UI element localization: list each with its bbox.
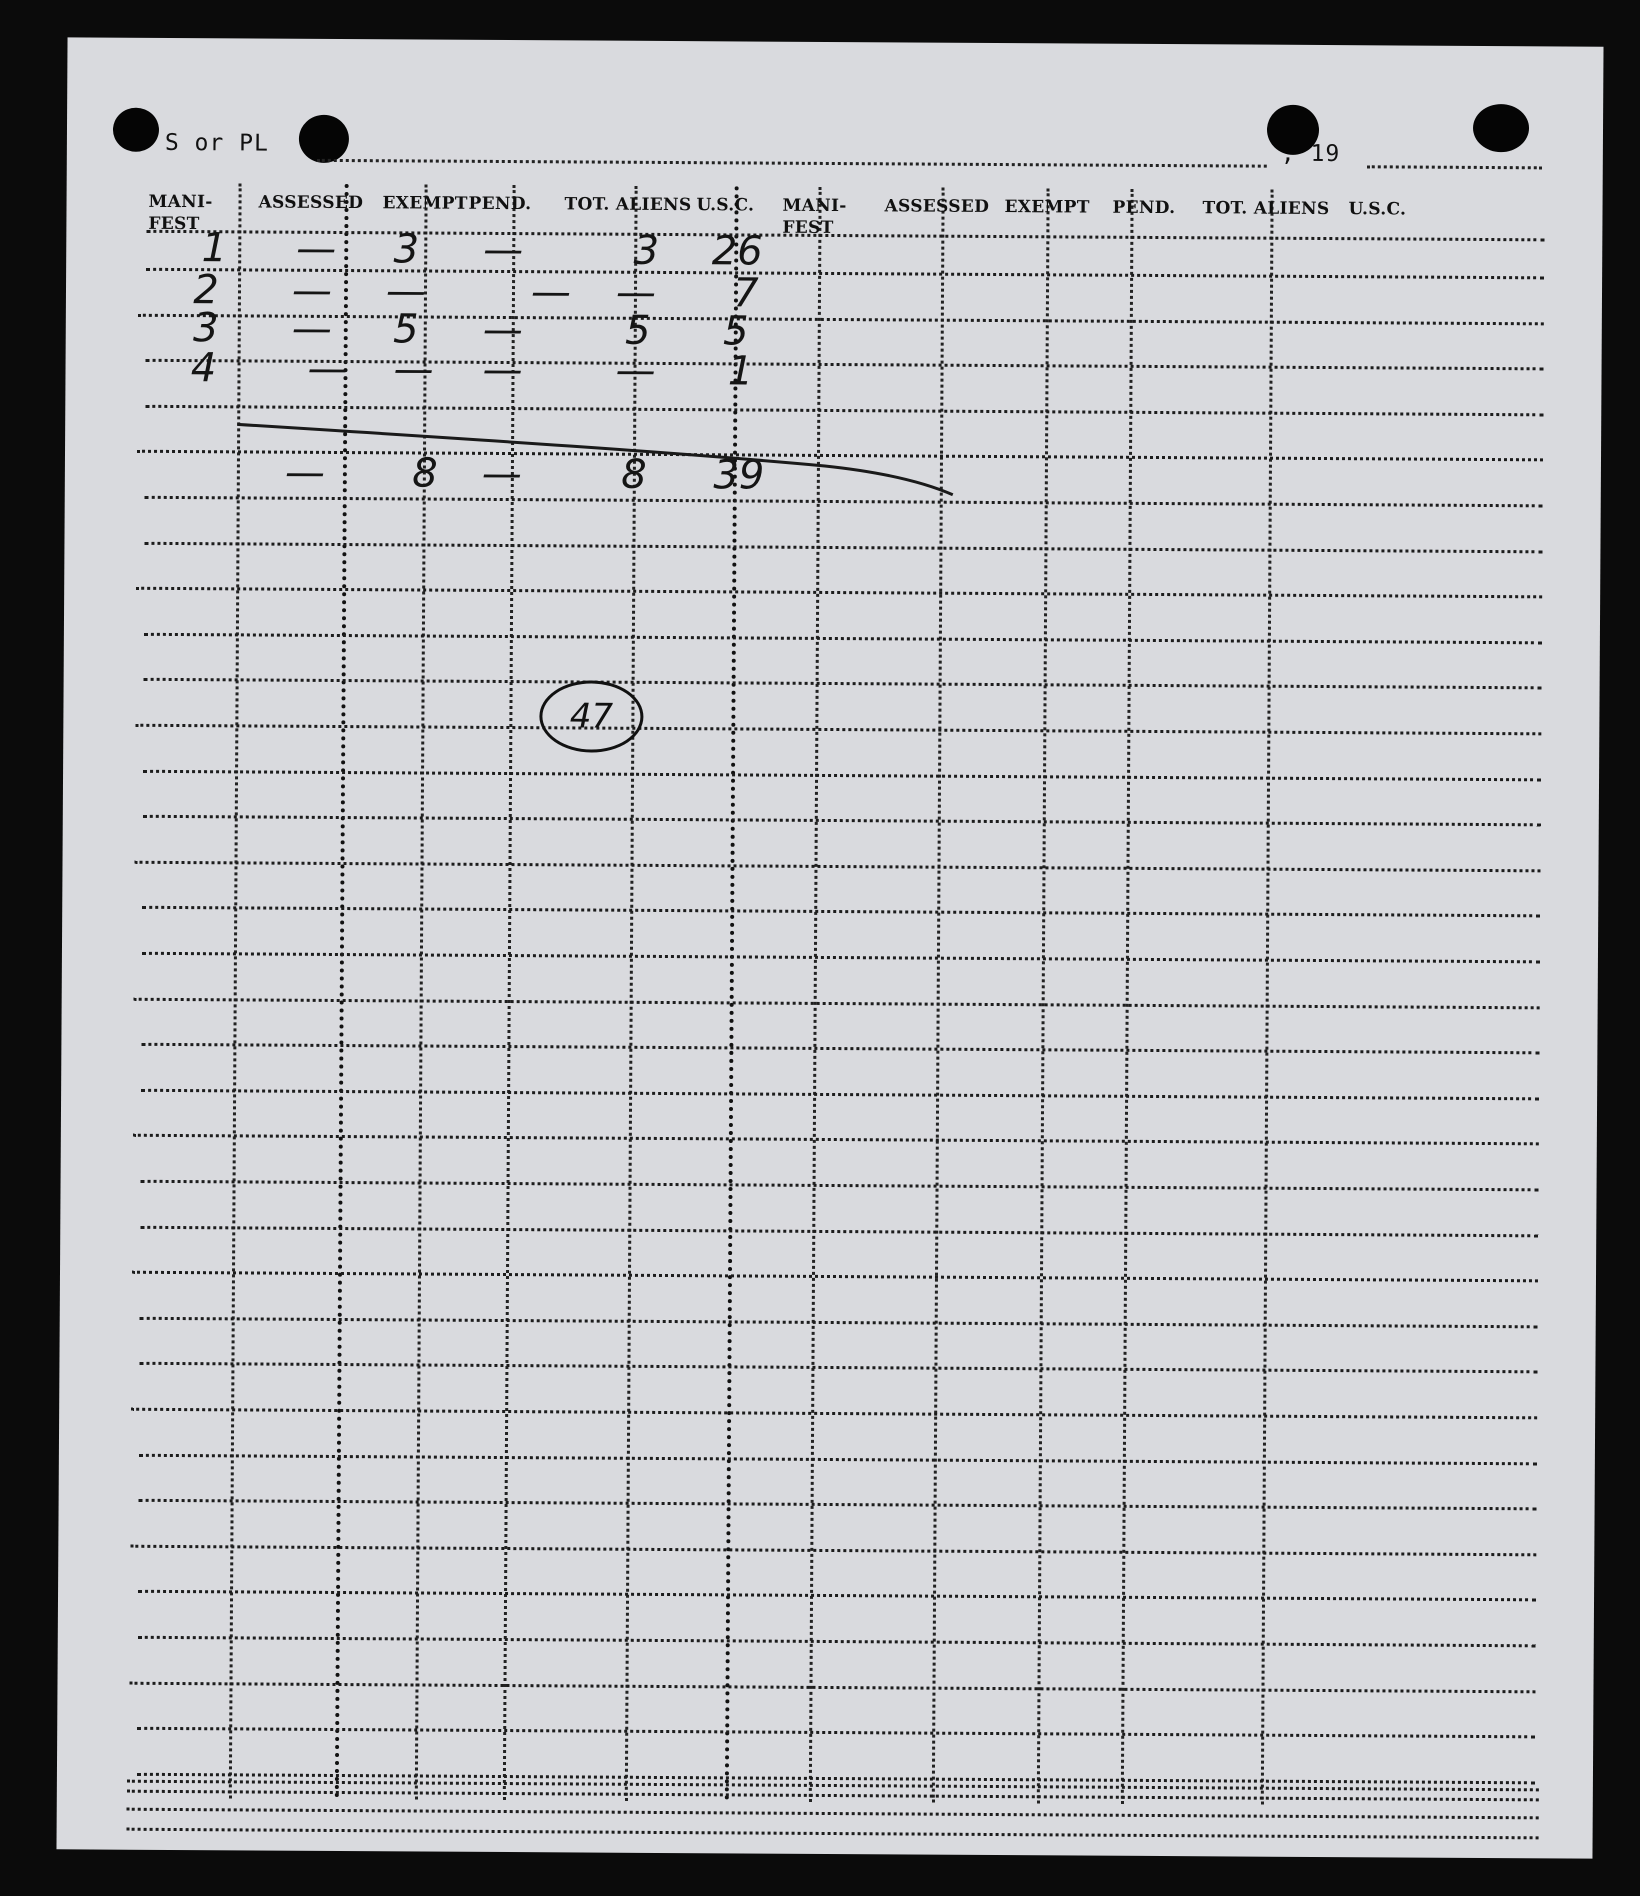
col-head-left-assessed: ASSESSED — [258, 192, 364, 214]
row3-exempt: 5 — [392, 306, 419, 353]
total-underline-stroke — [56, 37, 1603, 1858]
col-head-left-manifest: MANI- FEST — [148, 191, 213, 235]
col-head-right-usc: U.S.C. — [1348, 199, 1407, 220]
row3-pend: — — [482, 306, 523, 354]
row1-exempt: 3 — [393, 226, 420, 273]
header-prefix: S or PL — [164, 129, 269, 157]
row1-usc: 26 — [711, 228, 763, 275]
row4-assessed: — — [307, 345, 348, 393]
circled-note: 47 — [539, 680, 643, 753]
row4-usc: 1 — [727, 348, 754, 395]
row1-manifest: 1 — [201, 225, 228, 272]
col-head-right-manifest: MANI- FEST — [782, 195, 847, 239]
total-usc: 39 — [713, 452, 765, 499]
form-sheet — [56, 37, 1603, 1858]
col-head-left-tot-aliens: TOT. ALIENS — [564, 194, 692, 216]
row4-exempt: — — [393, 346, 434, 393]
row2-pend: — — [530, 269, 572, 316]
total-assessed: — — [284, 449, 326, 496]
col-head-left-usc: U.S.C. — [696, 195, 755, 216]
col-head-left-exempt: EXEMPT — [382, 193, 468, 214]
row2-assessed: — — [291, 267, 333, 314]
row1-pend: — — [483, 226, 524, 274]
header-year-prefix: , 19 — [1280, 140, 1341, 168]
row3-assessed: — — [291, 305, 332, 352]
total-tot-aliens: 8 — [621, 451, 647, 498]
row3-usc: 5 — [722, 308, 749, 355]
row2-tot-aliens: — — [615, 269, 657, 316]
total-pend: — — [481, 450, 523, 498]
row4-pend: — — [482, 346, 523, 394]
row1-tot-aliens: 3 — [633, 227, 660, 274]
row2-exempt: — — [385, 268, 427, 315]
row4-manifest: 4 — [190, 345, 217, 392]
col-head-right-assessed: ASSESSED — [884, 196, 990, 217]
col-head-right-exempt: EXEMPT — [1004, 197, 1090, 218]
row2-usc: 7 — [733, 270, 759, 317]
row3-tot-aliens: 5 — [624, 307, 651, 354]
col-head-right-pend: PEND. — [1112, 197, 1176, 219]
total-exempt: 8 — [412, 450, 438, 497]
row4-tot-aliens: — — [615, 347, 656, 394]
row2-manifest: 2 — [193, 267, 219, 314]
col-head-left-pend: PEND. — [468, 193, 532, 215]
col-head-right-tot-aliens: TOT. ALIENS — [1202, 198, 1330, 220]
row3-manifest: 3 — [192, 305, 219, 352]
row1-assessed: — — [296, 225, 337, 272]
